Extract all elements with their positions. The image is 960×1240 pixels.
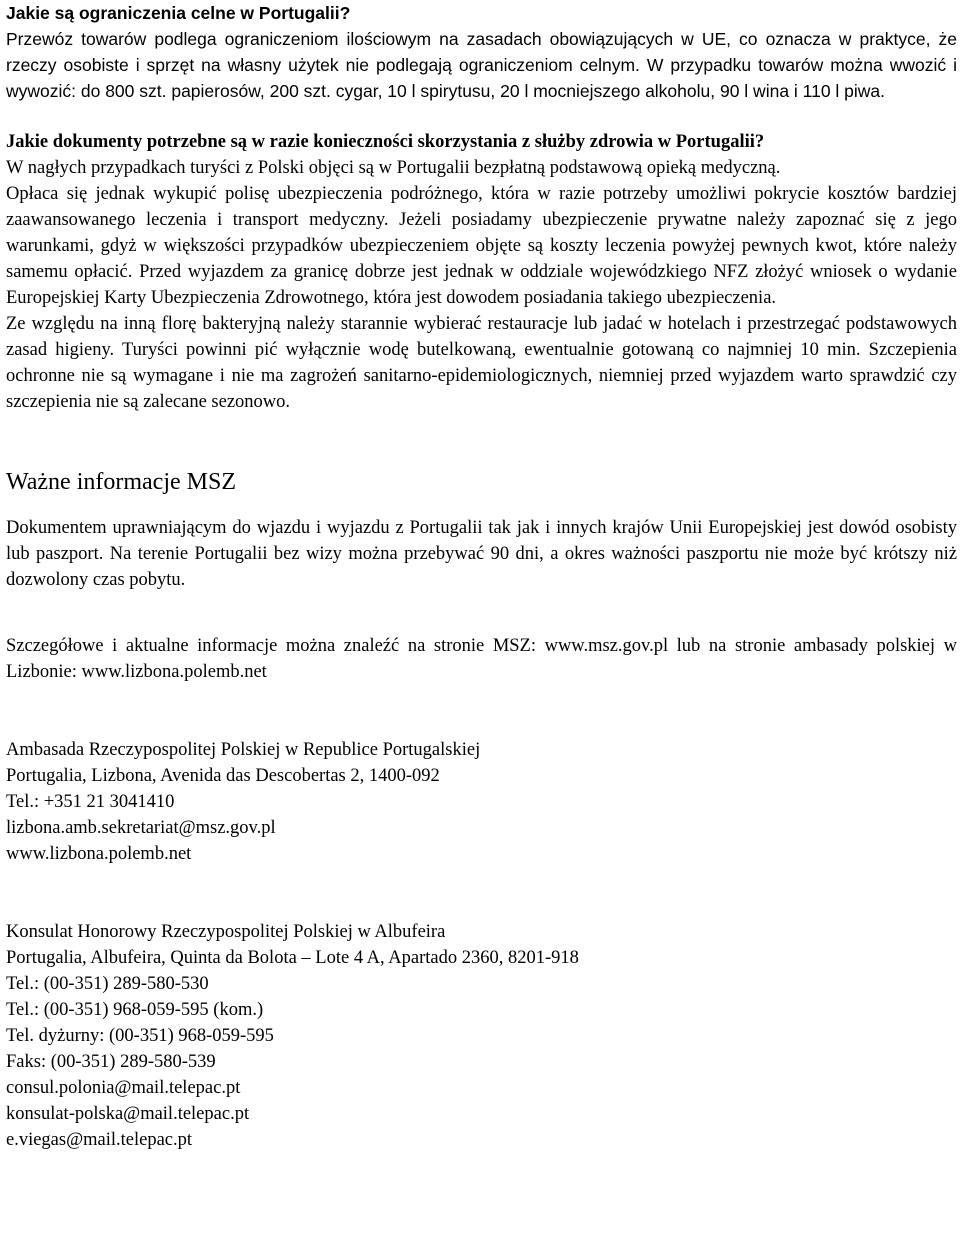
embassy-email-link[interactable]: lizbona.amb.sekretariat@msz.gov.pl [6,818,276,838]
spacer [6,104,957,129]
customs-heading: Jakie są ograniczenia celne w Portugalii? [6,3,351,23]
embassy-name: Ambasada Rzeczypospolitej Polskiej w Republice Portugalskiej [6,740,481,760]
spacer [6,685,957,737]
consulate-email-link[interactable]: consul.polonia@mail.telepac.pt [6,1078,241,1098]
consulate-name: Konsulat Honorowy Rzeczypospolitej Polskiej w Albufeira [6,922,446,942]
spacer [6,415,957,467]
embassy-website-link[interactable]: www.lizbona.polemb.net [6,844,192,864]
msz-documents: Dokumentem uprawniającym do wjazdu i wyjazdu z Portugalii tak jak i innych krajów Unii Europejskiej jest dowód osobisty lub paszport. Na terenie Portugalii bez wizy można przebywać 90 dni, a okres ważności paszportu nie może być krótszy niż dozwolony czas pobytu. [6,518,957,590]
consulate-duty-phone: Tel. dyżurny: (00-351) 968-059-595 [6,1026,274,1046]
customs-body: Przewóz towarów podlega ograniczeniom ilościowym na zasadach obowiązujących w UE, co oznacza w praktyce, że rzeczy osobiste i sprzęt na własny użytek nie podlegają ograniczeniom celnym. W przypadku towarów można wwozić i wywozić: do 800 szt. papierosów, 200 szt. cygar, 10 l spirytusu, 20 l mocniejszego alkoholu, 90 l wina i 110 l piwa. [6,29,957,101]
health-body-intro: W nagłych przypadkach turyści z Polski objęci są w Portugalii bezpłatną podstawową opieką medyczną. [6,158,781,178]
consulate-mobile: Tel.: (00-351) 968-059-595 (kom.) [6,1000,264,1020]
document-page [6,0,957,1153]
embassy-contact [6,737,957,867]
consulate-email-link-2[interactable]: konsulat-polska@mail.telepac.pt [6,1104,250,1124]
consulate-phone: Tel.: (00-351) 289-580-530 [6,974,209,994]
health-body-hygiene: Ze względu na inną florę bakteryjną należy starannie wybierać restauracje lub jadać w hotelach i przestrzegać podstawowych zasad higieny. Turyści powinni pić wyłącznie wodę butelkowaną, ewentualnie gotowaną co najmniej 10 min. Szczepienia ochronne nie są wymagane i nie ma zagrożeń sanitarno-epidemiologicznych, niemniej przed wyjazdem warto sprawdzić czy szczepienia nie są zalecane sezonowo. [6,314,957,412]
health-heading: Jakie dokumenty potrzebne są w razie konieczności skorzystania z służby zdrowia w Portugalii? [6,132,765,152]
consulate-fax: Faks: (00-351) 289-580-539 [6,1052,216,1072]
spacer [6,593,957,633]
consulate-email-link-3[interactable]: e.viegas@mail.telepac.pt [6,1130,193,1150]
msz-details: Szczegółowe i aktualne informacje można znaleźć na stronie MSZ: www.msz.gov.pl lub na stronie ambasady polskiej w Lizbonie: www.lizbona.polemb.net [6,636,957,682]
embassy-phone: Tel.: +351 21 3041410 [6,792,175,812]
health-body-main: Opłaca się jednak wykupić polisę ubezpieczenia podróżnego, która w razie potrzeby umożliwi pokrycie kosztów bardziej zaawansowanego leczenia i transport medyczny. Jeżeli posiadamy ubezpieczenie prywatne należy zapoznać się z jego warunkami, gdyż w większości przypadków ubezpieczeniem objęte są koszty leczenia powyżej pewnych kwot, które należy samemu opłacić. Przed wyjazdem za granicę dobrze jest jednak w oddziale wojewódzkiego NFZ złożyć wniosek o wydanie Europejskiej Karty Ubezpieczenia Zdrowotnego, która jest dowodem posiadania takiego ubezpieczenia. [6,184,957,308]
spacer [6,867,957,919]
consulate-address: Portugalia, Albufeira, Quinta da Bolota – Lote 4 A, Apartado 2360, 8201-918 [6,948,579,968]
consulate-contact [6,919,957,1153]
embassy-address: Portugalia, Lizbona, Avenida das Descobertas 2, 1400-092 [6,766,440,786]
msz-heading: Ważne informacje MSZ [6,469,236,495]
spacer [6,497,957,515]
